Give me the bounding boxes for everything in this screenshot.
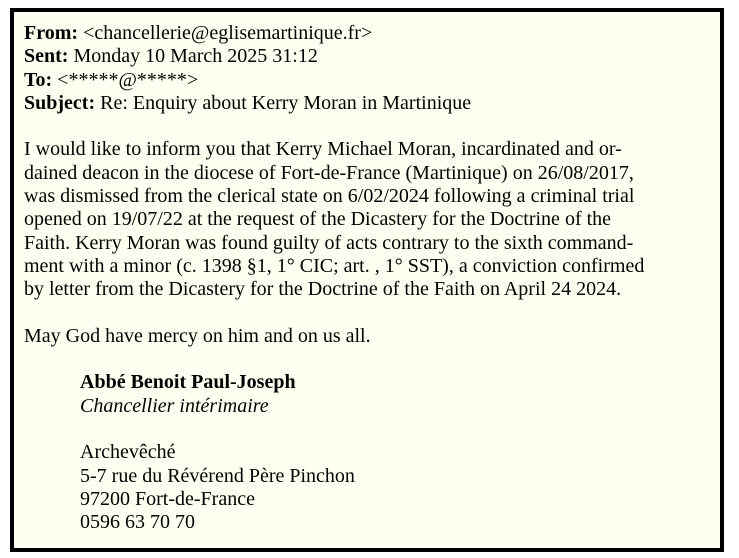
body-paragraph-2: May God have mercy on him and on us all. [24,324,371,347]
to-value: <*****@*****> [57,68,199,91]
spacer [80,418,712,441]
to-line [24,69,712,92]
from-value: <chancellerie@eglisemartinique.fr> [83,22,373,44]
signature-title: Chancellier intérimaire [80,394,269,417]
spacer [24,302,712,325]
spacer [24,348,712,371]
sent-value: Monday 10 March 2025 31:12 [73,45,318,68]
subject-line [24,92,712,115]
from-line [24,22,712,45]
body-line: ment with a minor (c. 1398 §1, 1° CIC; art. , 1° SST), a conviction confirmed [24,254,645,277]
address-line-3: 97200 Fort-de-France [80,487,255,510]
address-line-1: Archevêché [80,441,176,464]
sent-label: Sent: [24,45,69,68]
subject-value: Re: Enquiry about Kerry Moran in Martinique [100,91,472,114]
to-label: To: [24,68,53,91]
from-label: From: [24,22,79,44]
signature-name: Abbé Benoit Paul-Joseph [80,371,296,394]
address-line-2: 5-7 rue du Révérend Père Pinchon [80,464,355,487]
email-content [24,22,712,535]
body-paragraph-1 [24,138,712,301]
spacer [24,115,712,138]
body-line: opened on 19/07/22 at the request of the Dicastery for the Doctrine of the [24,208,612,231]
sent-line [24,45,712,68]
body-line: was dismissed from the clerical state on 6/02/2024 following a criminal trial [24,185,635,208]
subject-label: Subject: [24,91,96,114]
email-printout [10,8,724,552]
body-line: by letter from the Dicastery for the Doctrine of the Faith on April 24 2024. [24,278,622,301]
body-line: I would like to inform you that Kerry Michael Moran, incardinated and or- [24,138,622,161]
phone-number: 0596 63 70 70 [80,511,195,534]
body-line: Faith. Kerry Moran was found guilty of acts contrary to the sixth command- [24,231,634,254]
body-line: dained deacon in the diocese of Fort-de-France (Martinique) on 26/08/2017, [24,161,634,184]
signature-block [80,371,712,534]
